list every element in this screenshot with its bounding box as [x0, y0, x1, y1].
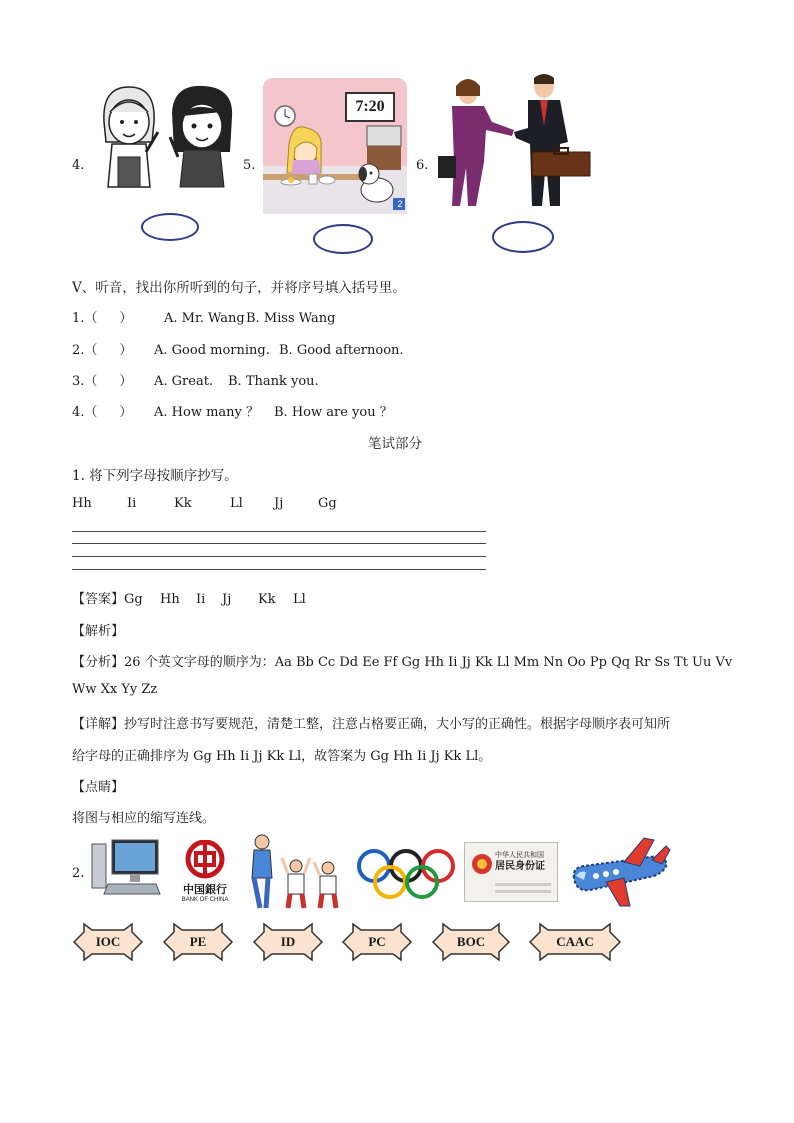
- abbr-label: ID: [280, 934, 296, 949]
- breakfast-scene-image: [263, 78, 407, 214]
- list-item: [72, 307, 335, 326]
- picture-corner-number: 2: [397, 199, 403, 209]
- abbr-star-pe[interactable]: [162, 922, 234, 962]
- section-v-heading: V、听音，找出你所听到的句子，并将序号填入括号里。: [72, 280, 406, 296]
- answer-line: [72, 588, 306, 607]
- airplane-image: [566, 832, 674, 912]
- bank-of-china-logo: [172, 840, 238, 904]
- computer-image: [90, 838, 162, 898]
- xiangjie-text: 抄写时注意书写要规范，清楚工整，注意占格要正确，大小写的正确性。根据字母顺序表可知所: [124, 717, 671, 732]
- id-card-field: [495, 890, 551, 893]
- item-close-paren[interactable]: ）: [119, 343, 133, 358]
- answer-letter: Hh: [160, 592, 180, 607]
- bank-cn-name: 中国銀行: [183, 883, 227, 896]
- item-number: 3.（: [72, 374, 98, 389]
- q1-prompt: 1. 将下列字母按顺序抄写。: [72, 468, 238, 484]
- id-card-title: 居民身份证: [495, 861, 545, 872]
- item-number: 2.（: [72, 343, 98, 358]
- fenxi-text-cont: Ww Xx Yy Zz: [72, 682, 158, 697]
- letter: Jj: [274, 496, 284, 511]
- option-a: A. Great.: [154, 374, 214, 389]
- picture-number-4: 4.: [72, 158, 85, 173]
- answer-oval-5[interactable]: [313, 224, 373, 254]
- xiangjie-label: 【详解】: [72, 717, 125, 732]
- xiangjie-line: [72, 713, 670, 732]
- q1-letter-list: [72, 496, 337, 511]
- writing-line: [72, 556, 486, 557]
- girls-waving-image: [94, 82, 240, 192]
- picture-number-5: 5.: [243, 158, 256, 173]
- option-b: B. Miss Wang: [246, 311, 336, 326]
- option-a: A. How many ？: [154, 405, 260, 420]
- list-item: [72, 370, 319, 389]
- picture-number-6: 6.: [416, 158, 429, 173]
- list-item: [72, 339, 404, 358]
- handshake-image: [436, 72, 596, 212]
- option-b: B. Thank you.: [228, 374, 319, 389]
- pe-exercise-image: [248, 834, 348, 910]
- item-close-paren[interactable]: ）: [119, 405, 133, 420]
- letter: Ll: [230, 496, 243, 511]
- abbr-star-caac[interactable]: [528, 922, 622, 962]
- abbr-label: IOC: [95, 934, 121, 949]
- id-card-field: [495, 883, 551, 886]
- xiangjie-text-cont: 给字母的正确排序为 Gg Hh Ii Jj Kk Ll，故答案为 Gg Hh Ii Jj Kk Ll。: [72, 749, 492, 764]
- answer-oval-6[interactable]: [492, 221, 554, 253]
- option-b: B. How are you ？: [274, 405, 393, 420]
- answer-label: 【答案】: [72, 592, 125, 607]
- writing-line: [72, 543, 486, 544]
- answer-letter: Gg: [124, 592, 143, 607]
- abbr-star-pc[interactable]: [341, 922, 413, 962]
- writing-line: [72, 569, 486, 570]
- id-card-country: 中华人民共和国: [495, 851, 544, 859]
- item-number: 4.（: [72, 405, 98, 420]
- q2-number: 2.: [72, 866, 85, 881]
- id-card-image: [464, 842, 558, 902]
- letter: Hh: [72, 496, 92, 511]
- answer-letter: Kk: [258, 592, 276, 607]
- writing-line: [72, 531, 486, 532]
- abbr-label: PC: [368, 934, 386, 949]
- dianjing-label: 【点睛】: [72, 780, 125, 795]
- abbr-label: CAAC: [556, 934, 594, 949]
- abbr-star-ioc[interactable]: [72, 922, 144, 962]
- bank-en-name: BANK OF CHINA: [181, 897, 229, 903]
- written-section-title: 笔试部分: [368, 436, 422, 452]
- letter: Gg: [318, 496, 337, 511]
- option-a: A. Mr. Wang: [164, 311, 245, 326]
- letter: Kk: [174, 496, 192, 511]
- fenxi-text: 26 个英文字母的顺序为：Aa Bb Cc Dd Ee Ff Gg Hh Ii Jj Kk Ll Mm Nn Oo Pp Qq Rr Ss Tt Uu Vv: [124, 655, 733, 670]
- answer-oval-4[interactable]: [141, 213, 199, 241]
- clock-time-label: 7:20: [345, 92, 395, 122]
- fenxi-line: [72, 651, 732, 670]
- olympic-rings-image: [354, 848, 458, 900]
- fenxi-label: 【分析】: [72, 655, 125, 670]
- q2-prompt: 将图与相应的缩写连线。: [72, 811, 216, 826]
- letter: Ii: [127, 496, 137, 511]
- abbr-star-boc[interactable]: [431, 922, 511, 962]
- abbr-label: PE: [189, 934, 207, 949]
- abbr-star-id[interactable]: [252, 922, 324, 962]
- answer-letter: Jj: [222, 592, 232, 607]
- option-b: B. Good afternoon.: [279, 343, 404, 358]
- option-a: A. Good morning.: [154, 343, 270, 358]
- list-item: [72, 401, 393, 420]
- abbr-label: BOC: [456, 934, 486, 949]
- item-close-paren[interactable]: ）: [119, 374, 133, 389]
- jiexi-label: 【解析】: [72, 624, 125, 639]
- answer-letter: Ll: [293, 592, 306, 607]
- item-number: 1.（: [72, 311, 98, 326]
- item-close-paren[interactable]: ）: [119, 311, 133, 326]
- answer-letter: Ii: [196, 592, 206, 607]
